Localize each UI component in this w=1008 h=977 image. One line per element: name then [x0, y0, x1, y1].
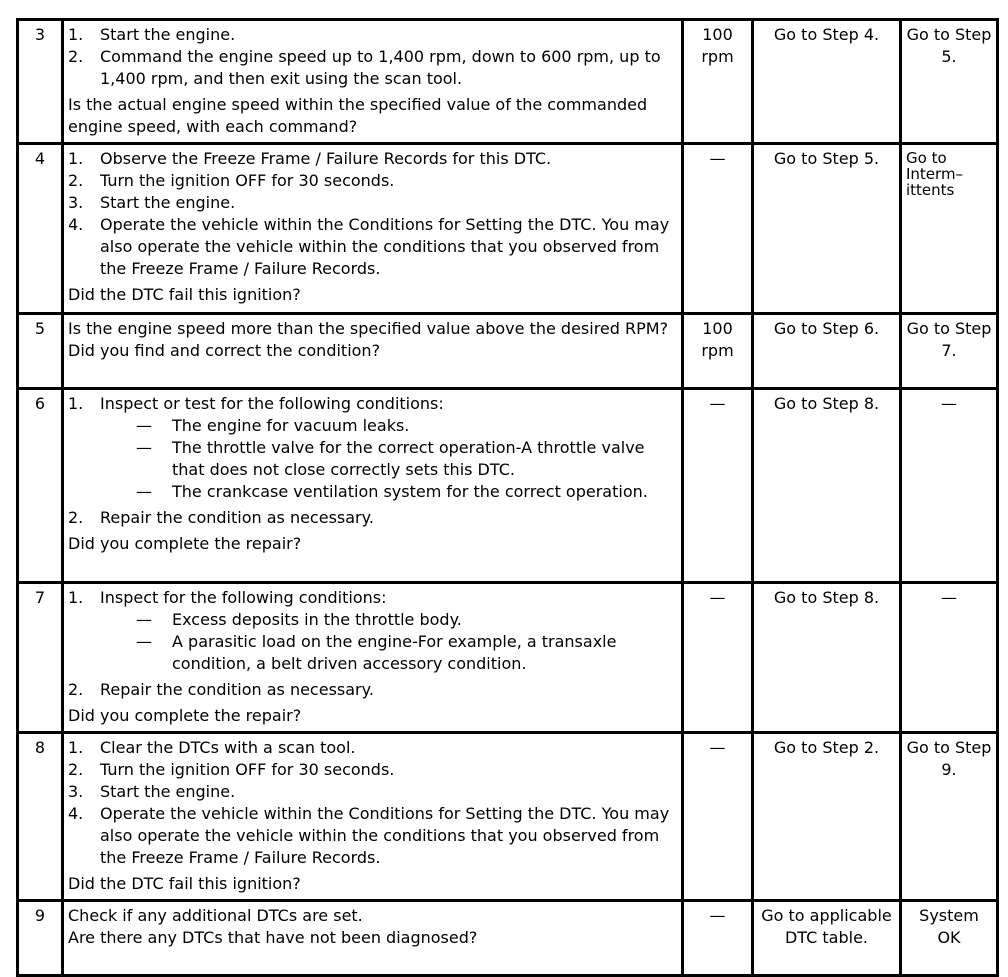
list-item: 1. Observe the Freeze Frame / Failure Records for this DTC.	[68, 149, 552, 168]
no-cell: Go to Step 5.	[901, 20, 998, 144]
table-row	[18, 314, 998, 389]
value-cell: —	[683, 733, 753, 901]
value-cell: —	[683, 901, 753, 976]
value-cell: —	[683, 144, 753, 314]
diagnostic-table	[16, 18, 999, 977]
table-row	[18, 389, 998, 583]
value-cell: —	[683, 389, 753, 583]
list-item: 3. Start the engine.	[68, 782, 236, 801]
table-row	[18, 144, 998, 314]
list-item: 1. Start the engine.	[68, 25, 236, 44]
step-number: 3	[18, 20, 63, 144]
diagnostic-table-page	[16, 18, 996, 977]
list-item: 2. Repair the condition as necessary.	[68, 680, 374, 699]
step-number: 8	[18, 733, 63, 901]
action-cell	[63, 144, 683, 314]
step-number: 5	[18, 314, 63, 389]
list-item: 1. Clear the DTCs with a scan tool.	[68, 738, 356, 757]
question: Did the DTC fail this ignition?	[68, 874, 301, 893]
table-row	[18, 20, 998, 144]
action-cell	[63, 389, 683, 583]
action-cell	[63, 20, 683, 144]
no-cell: System OK	[901, 901, 998, 976]
value-cell: 100 rpm	[683, 314, 753, 389]
list-item: 4. Operate the vehicle within the Conditions for Setting the DTC. You may also operate the vehicle within the conditions that you observed from the Freeze Frame / Failure Records.	[68, 215, 670, 278]
yes-cell: Go to Step 8.	[753, 583, 901, 733]
value-cell: 100 rpm	[683, 20, 753, 144]
question-line: Is the engine speed more than the specified value above the desired RPM?	[68, 319, 669, 338]
action-cell	[63, 901, 683, 976]
yes-cell: Go to Step 8.	[753, 389, 901, 583]
no-cell: Go to Step 7.	[901, 314, 998, 389]
list-item: 2. Command the engine speed up to 1,400 rpm, down to 600 rpm, up to 1,400 rpm, and then exit using the scan tool.	[68, 47, 661, 88]
yes-cell: Go to Step 2.	[753, 733, 901, 901]
sub-item: — The crankcase ventilation system for the correct operation.	[136, 482, 648, 501]
no-cell: —	[901, 583, 998, 733]
list-item: 2. Turn the ignition OFF for 30 seconds.	[68, 171, 395, 190]
list-item: 2. Repair the condition as necessary.	[68, 508, 374, 527]
table-row	[18, 901, 998, 976]
sub-item: — Excess deposits in the throttle body.	[136, 610, 462, 629]
list-item: 1. Inspect or test for the following conditions: — The engine for vacuum leaks. — The throttle valve for the correct operation-A throttle valve that does not close correctly sets this DTC. — The crankcase ventilation system for the correct operation.	[68, 393, 677, 503]
no-cell: —	[901, 389, 998, 583]
yes-cell: Go to Step 6.	[753, 314, 901, 389]
step-number: 9	[18, 901, 63, 976]
yes-cell: Go to applicable DTC table.	[753, 901, 901, 976]
step-number: 4	[18, 144, 63, 314]
list-item: 1. Inspect for the following conditions: — Excess deposits in the throttle body. — A parasitic load on the engine-For example, a transaxle condition, a belt driven accessory condition.	[68, 587, 677, 675]
step-number: 6	[18, 389, 63, 583]
no-cell: Go to Step 9.	[901, 733, 998, 901]
yes-cell: Go to Step 4.	[753, 20, 901, 144]
table-row	[18, 733, 998, 901]
list-item: 4. Operate the vehicle within the Conditions for Setting the DTC. You may also operate the vehicle within the conditions that you observed from the Freeze Frame / Failure Records.	[68, 804, 670, 867]
question: Did the DTC fail this ignition?	[68, 285, 301, 304]
list-item: 3. Start the engine.	[68, 193, 236, 212]
question-line: Did you find and correct the condition?	[68, 341, 381, 360]
value-cell: —	[683, 583, 753, 733]
question: Did you complete the repair?	[68, 706, 302, 725]
question-line: Check if any additional DTCs are set.	[68, 906, 363, 925]
action-cell	[63, 583, 683, 733]
question: Is the actual engine speed within the specified value of the commanded engine speed, with each command?	[68, 95, 648, 136]
sub-item: — The throttle valve for the correct operation-A throttle valve that does not close correctly sets this DTC.	[136, 438, 645, 479]
sub-item: — A parasitic load on the engine-For example, a transaxle condition, a belt driven accessory condition.	[136, 632, 617, 673]
table-row	[18, 583, 998, 733]
sub-item: — The engine for vacuum leaks.	[136, 416, 410, 435]
action-cell	[63, 314, 683, 389]
question-line: Are there any DTCs that have not been diagnosed?	[68, 928, 478, 947]
list-item: 2. Turn the ignition OFF for 30 seconds.	[68, 760, 395, 779]
question: Did you complete the repair?	[68, 534, 302, 553]
yes-cell: Go to Step 5.	[753, 144, 901, 314]
step-number: 7	[18, 583, 63, 733]
action-cell	[63, 733, 683, 901]
no-cell: Go to Interm– ittents	[901, 144, 998, 314]
